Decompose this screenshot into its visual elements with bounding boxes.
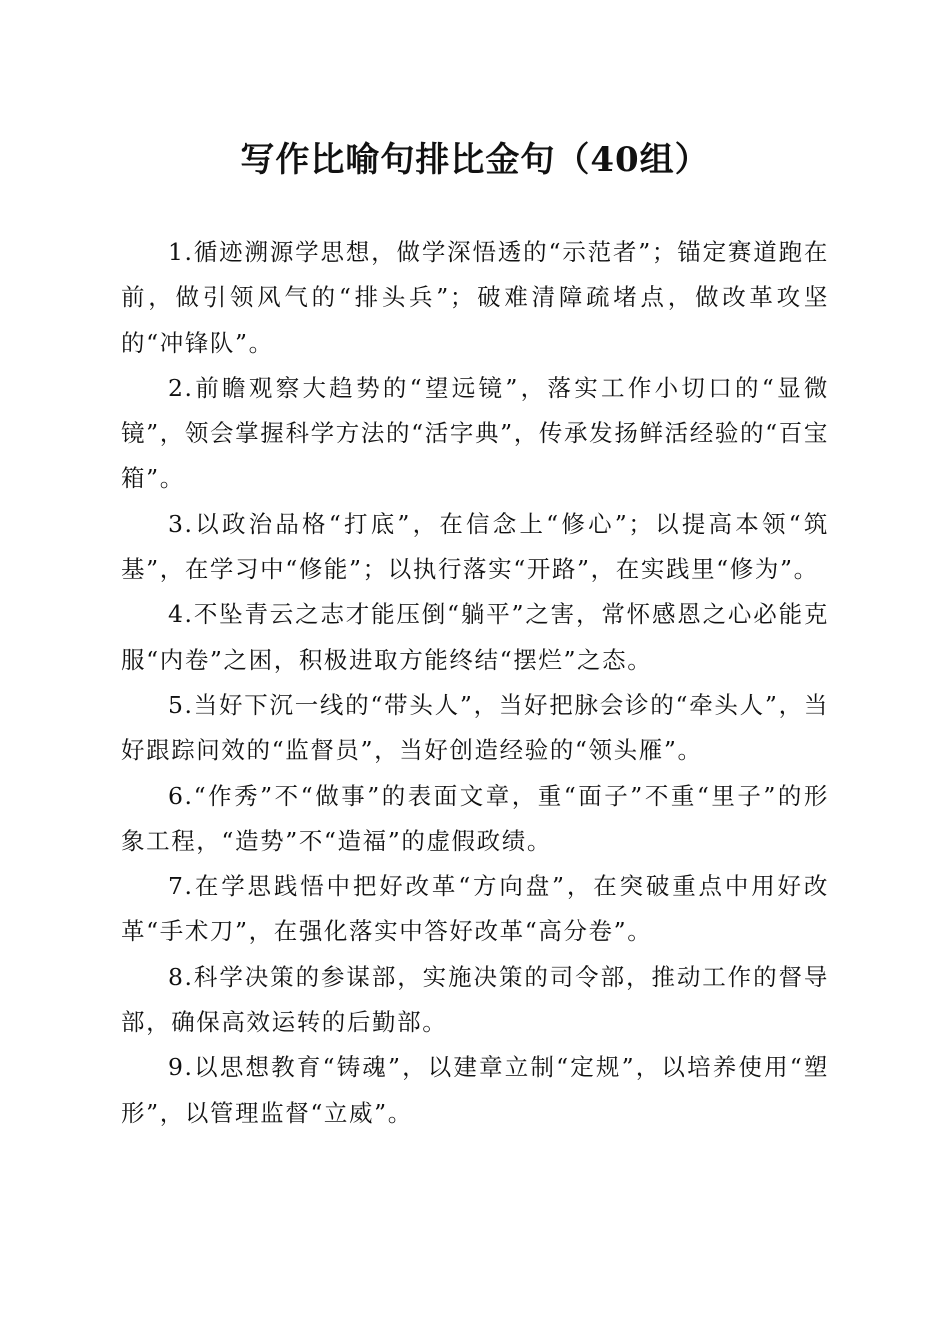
paragraph-5: 5.当好下沉一线的“带头人”，当好把脉会诊的“牵头人”，当好跟踪问效的“监督员”，当好创造经验的“领头雁”。 bbox=[121, 690, 829, 765]
paragraph-4: 4.不坠青云之志才能压倒“躺平”之害，常怀感恩之心必能克服“内卷”之困，积极进取方能终结“摆烂”之态。 bbox=[121, 600, 829, 674]
paragraph-1: 1.循迹溯源学思想，做学深悟透的“示范者”；锚定赛道跑在前，做引领风气的“排头兵”；破难清障疏堵点，做改革攻坚的“冲锋队”。 bbox=[121, 238, 829, 357]
paragraph-9: 9.以思想教育“铸魂”，以建章立制“定规”，以培养使用“塑形”，以管理监督“立威”。 bbox=[121, 1053, 829, 1127]
paragraph-3: 3.以政治品格“打底”，在信念上“修心”；以提高本领“筑基”，在学习中“修能”；以执行落实“开路”，在实践里“修为”。 bbox=[121, 509, 829, 584]
paragraph-6: 6.“作秀”不“做事”的表面文章，重“面子”不重“里子”的形象工程，“造势”不“造福”的虚假政绩。 bbox=[121, 781, 829, 855]
paragraph-8: 8.科学决策的参谋部，实施决策的司令部，推动工作的督导部，确保高效运转的后勤部。 bbox=[121, 962, 829, 1037]
paragraph-2: 2.前瞻观察大趋势的“望远镜”，落实工作小切口的“显微镜”，领会掌握科学方法的“活字典”，传承发扬鲜活经验的“百宝箱”。 bbox=[121, 373, 829, 493]
document-body bbox=[121, 230, 829, 1136]
paragraph-7: 7.在学思践悟中把好改革“方向盘”，在突破重点中用好改革“手术刀”，在强化落实中答好改革“高分卷”。 bbox=[121, 872, 829, 946]
document-title: 写作比喻句排比金句（40组） bbox=[240, 140, 710, 180]
